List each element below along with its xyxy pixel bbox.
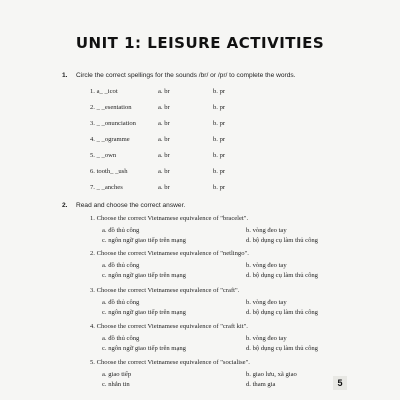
answer-b[interactable]: b. vòng đeo tay bbox=[246, 335, 287, 342]
spelling-word: 2. _ _esentation bbox=[90, 104, 132, 111]
spelling-word: 1. a_ _icot bbox=[90, 88, 118, 95]
option-b[interactable]: b. pr bbox=[213, 168, 226, 175]
option-a[interactable]: a. br bbox=[158, 104, 170, 111]
question-text: 4. Choose the correct Vietnamese equivalence of "craft kit". bbox=[90, 323, 248, 330]
option-a[interactable]: a. br bbox=[158, 168, 170, 175]
question-text: 2. Choose the correct Vietnamese equivalence of "netlingo". bbox=[90, 250, 249, 257]
question-text: 3. Choose the correct Vietnamese equivalence of "craft". bbox=[90, 287, 240, 294]
option-a[interactable]: a. br bbox=[158, 184, 170, 191]
answer-b[interactable]: b. vòng đeo tay bbox=[246, 227, 287, 234]
option-b[interactable]: b. pr bbox=[213, 120, 226, 127]
spelling-word: 7. _ _anches bbox=[90, 184, 123, 191]
option-a[interactable]: a. br bbox=[158, 120, 170, 127]
question-text: 5. Choose the correct Vietnamese equivalence of "socialise". bbox=[90, 359, 250, 366]
section-2-header bbox=[62, 202, 185, 209]
answer-a[interactable]: a. đồ thủ công bbox=[102, 299, 140, 306]
answer-d[interactable]: d. bộ dụng cụ làm thủ công bbox=[246, 309, 318, 316]
spelling-word: 6. tooth_ _ush bbox=[90, 168, 128, 175]
answer-c[interactable]: c. nhắn tin bbox=[102, 381, 130, 388]
option-b[interactable]: b. pr bbox=[213, 88, 226, 95]
answer-d[interactable]: d. tham gia bbox=[246, 381, 276, 388]
answer-a[interactable]: a. đồ thủ công bbox=[102, 335, 140, 342]
answer-c[interactable]: c. ngôn ngữ giao tiếp trên mạng bbox=[102, 309, 186, 316]
question-text: 1. Choose the correct Vietnamese equivalence of "bracelet". bbox=[90, 215, 249, 222]
answer-c[interactable]: c. ngôn ngữ giao tiếp trên mạng bbox=[102, 272, 186, 279]
section-1-header bbox=[62, 72, 296, 79]
option-a[interactable]: a. br bbox=[158, 88, 170, 95]
answer-d[interactable]: d. bộ dụng cụ làm thủ công bbox=[246, 237, 318, 244]
option-a[interactable]: a. br bbox=[158, 152, 170, 159]
option-b[interactable]: b. pr bbox=[213, 184, 226, 191]
option-b[interactable]: b. pr bbox=[213, 136, 226, 143]
answer-a[interactable]: a. đồ thủ công bbox=[102, 227, 140, 234]
page-number: 5 bbox=[333, 376, 347, 390]
option-b[interactable]: b. pr bbox=[213, 152, 226, 159]
answer-b[interactable]: b. giao lưu, xã giao bbox=[246, 371, 297, 378]
section-number: 2. bbox=[62, 202, 68, 209]
spelling-word: 4. _ _ogramme bbox=[90, 136, 130, 143]
spelling-word: 3. _ _onunciation bbox=[90, 120, 136, 127]
answer-b[interactable]: b. vòng đeo tay bbox=[246, 262, 287, 269]
page-title: UNIT 1: LEISURE ACTIVITIES bbox=[75, 34, 325, 52]
option-a[interactable]: a. br bbox=[158, 136, 170, 143]
answer-a[interactable]: a. đồ thủ công bbox=[102, 262, 140, 269]
answer-b[interactable]: b. vòng đeo tay bbox=[246, 299, 287, 306]
section-instruction: Read and choose the correct answer. bbox=[76, 202, 186, 209]
answer-d[interactable]: d. bộ dụng cụ làm thủ công bbox=[246, 345, 318, 352]
answer-d[interactable]: d. bộ dụng cụ làm thủ công bbox=[246, 272, 318, 279]
option-b[interactable]: b. pr bbox=[213, 104, 226, 111]
answer-c[interactable]: c. ngôn ngữ giao tiếp trên mạng bbox=[102, 237, 186, 244]
answer-c[interactable]: c. ngôn ngữ giao tiếp trên mạng bbox=[102, 345, 186, 352]
section-instruction: Circle the correct spellings for the sounds /br/ or /pr/ to complete the words. bbox=[76, 72, 296, 79]
spelling-word: 5. _ _own bbox=[90, 152, 117, 159]
section-number: 1. bbox=[62, 72, 68, 79]
answer-a[interactable]: a. giao tiếp bbox=[102, 371, 132, 378]
